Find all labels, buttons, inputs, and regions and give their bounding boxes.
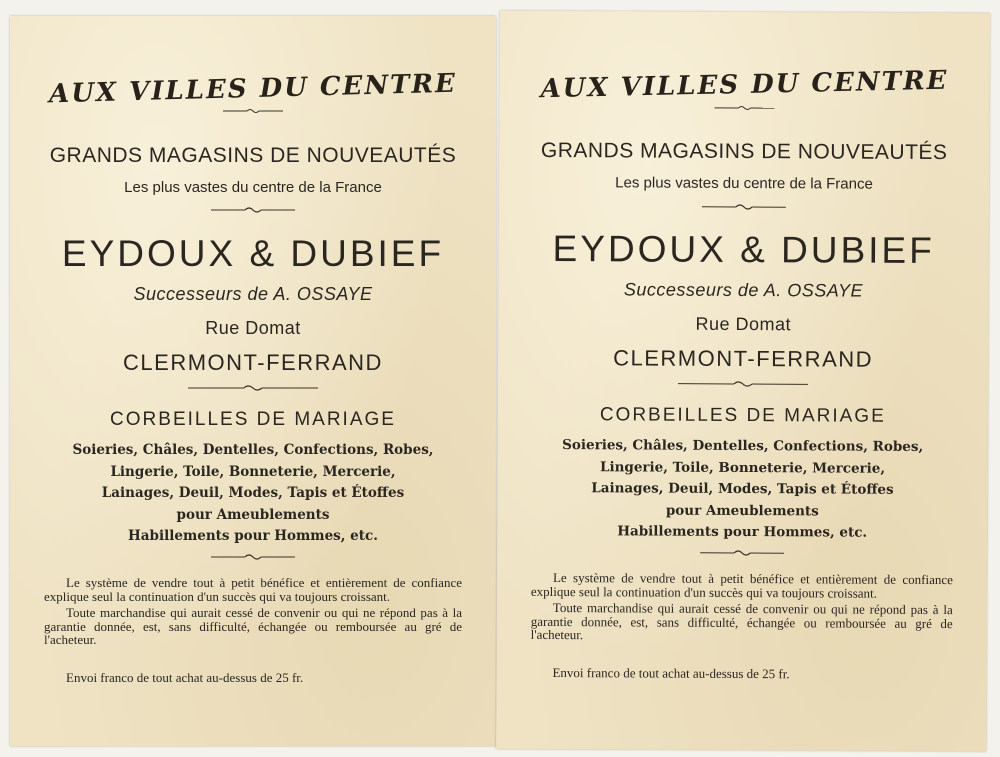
city-name: CLERMONT-FERRAND: [123, 350, 383, 375]
street-address: Rue Domat: [695, 313, 792, 335]
card-header: AUX VILLES DU CENTRE: [540, 65, 949, 105]
store-type: GRANDS MAGASINS DE NOUVEAUTÉS: [49, 144, 457, 167]
card-header: AUX VILLES DU CENTRE: [48, 68, 458, 110]
ornament-divider: [211, 553, 295, 561]
successors-line: Successeurs de A. OSSAYE: [623, 279, 864, 301]
ornament-divider: [702, 203, 786, 211]
city-name: CLERMONT-FERRAND: [613, 345, 874, 372]
successors-line: Successeurs de A. OSSAYE: [133, 284, 373, 304]
trade-card-left: [10, 16, 496, 746]
ornament-divider: [223, 107, 283, 115]
trade-card-right: [496, 11, 990, 752]
terms-paragraph: Le système de vendre tout à petit bénéfice et entièrement de confiance explique seul la continuation d'un succès qui va toujours croissant.: [530, 570, 954, 601]
goods-line: Lainages, Deuil, Modes, Tapis et Étoffes: [101, 485, 405, 501]
goods-line: Lainages, Deuil, Modes, Tapis et Étoffes: [591, 480, 894, 498]
shipping-note: Envoi franco de tout achat au-dessus de 25 fr.: [552, 665, 790, 682]
company-name: EYDOUX & DUBIEF: [552, 228, 935, 272]
ornament-divider: [678, 380, 808, 389]
company-name: EYDOUX & DUBIEF: [61, 233, 445, 274]
terms-paragraph: Toute marchandise qui aurait cessé de convenir ou qui ne répond pas à la garantie donnée, est, sans difficulté, échangée ou remboursée au gré de l'acheteur.: [44, 605, 462, 647]
goods-line: Lingerie, Toile, Bonneterie, Mercerie,: [599, 458, 886, 477]
goods-line: pour Ameublements: [665, 502, 819, 519]
goods-line: pour Ameublements: [176, 506, 330, 523]
ornament-divider: [211, 206, 295, 214]
goods-line: Habillements pour Hommes, etc.: [128, 528, 378, 544]
terms-text: [44, 576, 462, 650]
terms-paragraph: Le système de vendre tout à petit bénéfice et entièrement de confiance explique seul la continuation d'un succès qui va toujours croissant.: [44, 575, 462, 604]
goods-line: Soieries, Châles, Dentelles, Confections, Robes,: [72, 442, 434, 458]
shipping-note: Envoi franco de tout achat au-dessus de 25 fr.: [66, 670, 304, 685]
goods-list: [497, 435, 988, 545]
ornament-divider: [714, 104, 774, 112]
goods-line: Soieries, Châles, Dentelles, Confections, Robes,: [562, 437, 924, 455]
goods-line: Habillements pour Hommes, etc.: [617, 523, 868, 541]
street-address: Rue Domat: [205, 318, 301, 338]
store-type: GRANDS MAGASINS DE NOUVEAUTÉS: [540, 138, 948, 165]
goods-line: Lingerie, Toile, Bonneterie, Mercerie,: [110, 463, 396, 480]
specialty-heading: CORBEILLES DE MARIAGE: [599, 404, 886, 427]
tagline: Les plus vastes du centre de la France: [124, 179, 382, 196]
ornament-divider: [700, 549, 784, 557]
terms-text: [531, 571, 953, 647]
specialty-heading: CORBEILLES DE MARIAGE: [110, 409, 396, 430]
terms-paragraph: Toute marchandise qui aurait cessé de convenir ou qui ne répond pas à la garantie donnée, est, sans difficulté, échangée ou remboursée au gré de l'acheteur.: [530, 600, 953, 643]
ornament-divider: [188, 384, 318, 392]
tagline: Les plus vastes du centre de la France: [615, 174, 873, 193]
goods-list: [10, 440, 496, 548]
